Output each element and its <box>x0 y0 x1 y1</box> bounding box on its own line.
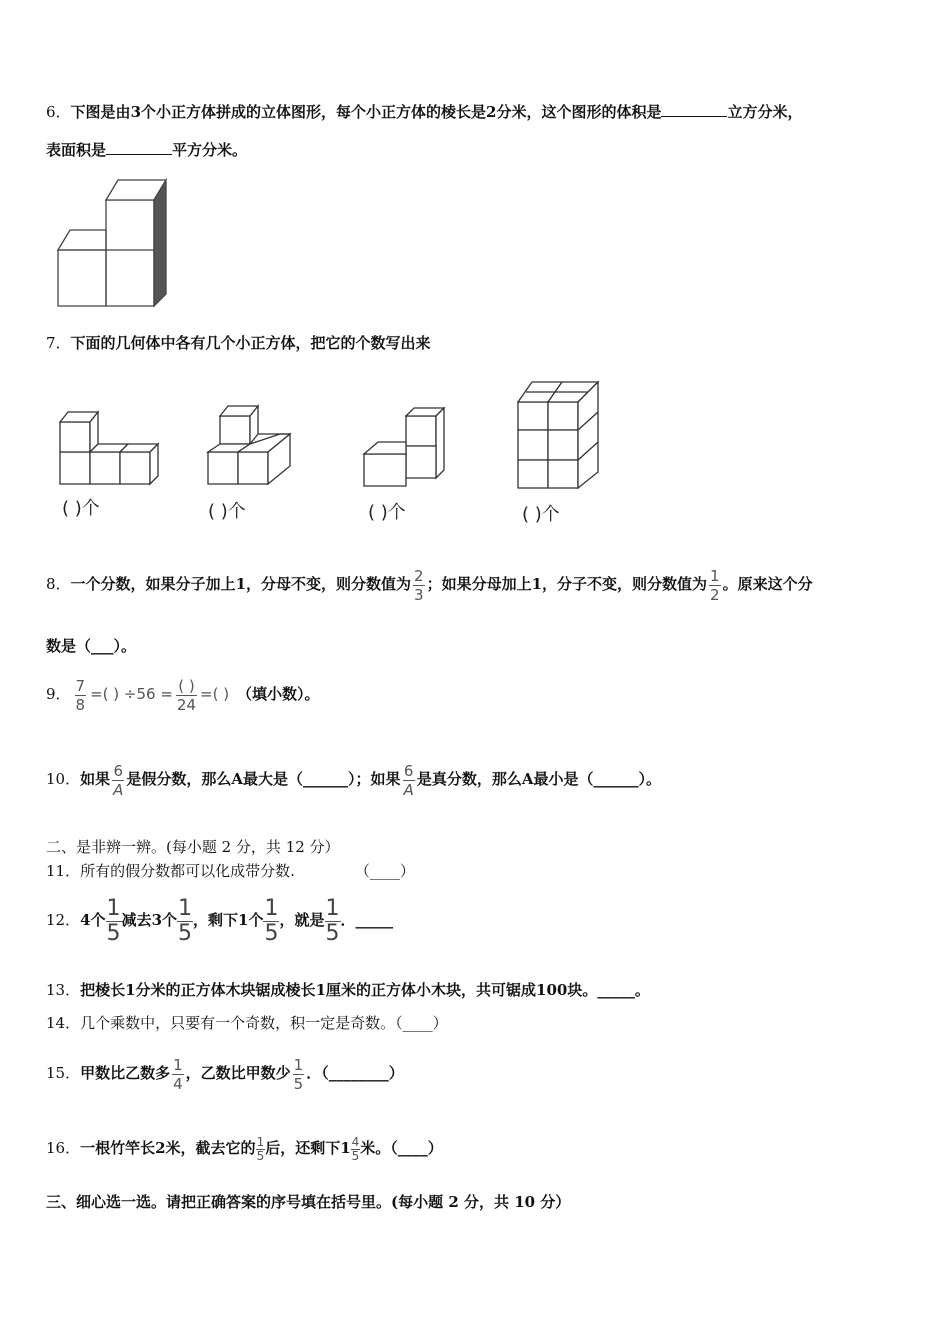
numerator: 1 <box>325 895 340 921</box>
question-number: 6． <box>46 103 71 121</box>
text: ，分母不变，则分数值为 <box>246 575 412 593</box>
fraction-1-5 <box>106 897 122 946</box>
q7-figure-4 <box>514 376 608 492</box>
question-number: 13． <box>46 981 81 999</box>
text: 分米的正方体木块锯成棱长 <box>135 981 316 999</box>
denominator: 5 <box>351 1148 360 1163</box>
q7-figure-3 <box>360 404 454 490</box>
text: 如果 <box>80 770 111 788</box>
q7-figure-2 <box>204 402 298 488</box>
q7-label-3[interactable]: ( )个 <box>368 502 406 523</box>
text: 下面的几何体中各有几个小正方体，把它的个数写出来 <box>70 334 431 352</box>
question-number: 11． <box>46 862 81 880</box>
answer-paren[interactable]: ．（________） <box>306 1064 404 1082</box>
text: 所有的假分数都可以化成带分数. <box>80 862 295 880</box>
q7-label-4[interactable]: ( )个 <box>522 504 560 525</box>
fraction-1-5 <box>325 897 341 946</box>
question-number: 8． <box>46 575 71 593</box>
denominator: 8 <box>75 695 86 714</box>
equation-text[interactable]: =( ) <box>200 685 230 703</box>
q7-figure-1 <box>56 408 166 488</box>
fraction-1-5 <box>293 1056 305 1093</box>
denominator: A <box>113 780 124 799</box>
text: 下图是由 <box>70 103 131 121</box>
fraction-6-A <box>403 762 415 799</box>
number: 1 <box>238 911 249 929</box>
question-14 <box>46 1013 448 1033</box>
denominator: 5 <box>256 1148 265 1163</box>
number: 100 <box>536 981 568 999</box>
denominator: 5 <box>264 920 279 946</box>
text: ；如果分母加上 <box>426 575 532 593</box>
question-number: 14． <box>46 1014 81 1032</box>
denominator: 24 <box>176 695 196 714</box>
numerator: ( ) <box>178 676 195 695</box>
number: 3 <box>151 911 162 929</box>
text: （填小数）。 <box>237 685 320 703</box>
numerator: 6 <box>113 761 124 780</box>
numerator: 6 <box>403 761 414 780</box>
text: 甲数比乙数多 <box>80 1064 171 1082</box>
fraction-1-4 <box>172 1056 184 1093</box>
text: 把棱长 <box>80 981 126 999</box>
question-8-line1 <box>46 563 813 605</box>
question-13 <box>46 980 650 1000</box>
answer-paren[interactable]: 米。（____） <box>360 1139 443 1157</box>
text: 个小正方体拼成的立体图形，每个小正方体的棱长是 <box>141 103 487 121</box>
text: 最大是（______）；如果 <box>243 770 401 788</box>
denominator: 5 <box>293 1074 304 1093</box>
text: 个 <box>248 911 264 929</box>
answer-paren[interactable]: （____） <box>354 862 415 880</box>
question-number: 15． <box>46 1064 81 1082</box>
fraction-2-3 <box>413 567 425 604</box>
section-3-heading: 三、细心选一选。请把正确答案的序号填在括号里。(每小题 2 分，共 10 分） <box>46 1193 571 1211</box>
text: 平方分米。 <box>172 141 248 159</box>
text: ，剩下 <box>193 911 239 929</box>
question-11 <box>46 861 415 881</box>
denominator: 3 <box>414 585 424 604</box>
number: 4 <box>80 911 91 929</box>
question-6-line2 <box>46 140 247 160</box>
variable: A <box>231 770 244 788</box>
question-10 <box>46 756 661 802</box>
question-number: 9． <box>46 685 71 703</box>
text: 表面积是 <box>46 141 107 159</box>
question-12 <box>46 894 393 946</box>
question-16 <box>46 1128 443 1168</box>
text: 减去 <box>121 911 152 929</box>
whole-number: 1 <box>340 1139 351 1157</box>
numerator: 1 <box>256 1134 265 1149</box>
question-7 <box>46 333 431 353</box>
text: ，分子不变，则分数值为 <box>542 575 708 593</box>
numerator: 4 <box>351 1134 360 1149</box>
fraction-blank-24[interactable] <box>176 677 197 714</box>
text: 立方分米， <box>727 103 803 121</box>
text: ，就是 <box>279 911 325 929</box>
numerator: 7 <box>75 676 86 695</box>
question-number: 7． <box>46 334 71 352</box>
denominator: 5 <box>106 920 121 946</box>
numerator: 1 <box>106 895 121 921</box>
text: 个 <box>90 911 106 929</box>
answer-blank[interactable]: ．_____ <box>340 911 394 929</box>
question-9 <box>46 670 320 718</box>
question-8-line2 <box>46 636 136 656</box>
variable: A <box>521 770 534 788</box>
question-number: 16． <box>46 1139 81 1157</box>
section-2-heading: 二、是非辨一辨。(每小题 2 分，共 12 分） <box>46 838 340 856</box>
q6-cube-figure <box>54 176 174 310</box>
question-number: 12． <box>46 911 81 929</box>
answer-blank[interactable] <box>106 140 172 155</box>
number: 2 <box>486 103 497 121</box>
text: 是假分数，那么 <box>126 770 232 788</box>
text[interactable]: 数是（___）。 <box>46 637 137 655</box>
q7-label-2[interactable]: ( )个 <box>208 501 246 522</box>
fraction-1-5 <box>256 1136 266 1163</box>
answer-blank[interactable] <box>661 102 727 117</box>
question-number: 10． <box>46 770 81 788</box>
denominator: 5 <box>325 920 340 946</box>
text: 一个分数，如果分子加上 <box>70 575 236 593</box>
fraction-1-5 <box>263 897 279 946</box>
question-15 <box>46 1048 404 1098</box>
text[interactable]: 几个乘数中，只要有一个奇数，积一定是奇数。（____） <box>80 1014 448 1032</box>
numerator: 1 <box>710 566 720 585</box>
fraction-6-A <box>112 762 124 799</box>
number: 3 <box>130 103 141 121</box>
number: 1 <box>531 575 543 593</box>
numerator: 1 <box>173 1055 183 1074</box>
text: 个 <box>162 911 178 929</box>
text: ，乙数比甲数少 <box>185 1064 291 1082</box>
denominator: 4 <box>173 1074 183 1093</box>
text: 厘米的正方体小木块，共可锯成 <box>326 981 537 999</box>
question-6-line1 <box>46 102 802 122</box>
text[interactable]: 块。_____。 <box>567 981 650 999</box>
fraction-4-5 <box>351 1136 361 1163</box>
number: 1 <box>125 981 136 999</box>
denominator: 2 <box>710 585 720 604</box>
q7-label-1[interactable]: ( )个 <box>62 498 100 519</box>
text: 分米，这个图形的体积是 <box>496 103 662 121</box>
denominator: 5 <box>178 920 193 946</box>
numerator: 1 <box>264 895 279 921</box>
number: 2 <box>155 1139 166 1157</box>
denominator: A <box>403 780 414 799</box>
equation-text[interactable]: =( ) ÷56 = <box>90 685 173 703</box>
text: 一根竹竿长 <box>80 1139 156 1157</box>
fraction-1-5 <box>177 897 193 946</box>
numerator: 2 <box>414 566 424 585</box>
numerator: 1 <box>178 895 193 921</box>
number: 1 <box>235 575 246 593</box>
text: 后，还剩下 <box>265 1139 341 1157</box>
numerator: 1 <box>293 1055 304 1074</box>
text: 。原来这个分 <box>722 575 813 593</box>
text: 是真分数，那么 <box>416 770 522 788</box>
text: 最小是（______）。 <box>533 770 661 788</box>
text: 米，截去它的 <box>165 1139 256 1157</box>
number: 1 <box>315 981 326 999</box>
fraction-1-2 <box>709 567 721 604</box>
fraction-7-8 <box>75 677 87 714</box>
